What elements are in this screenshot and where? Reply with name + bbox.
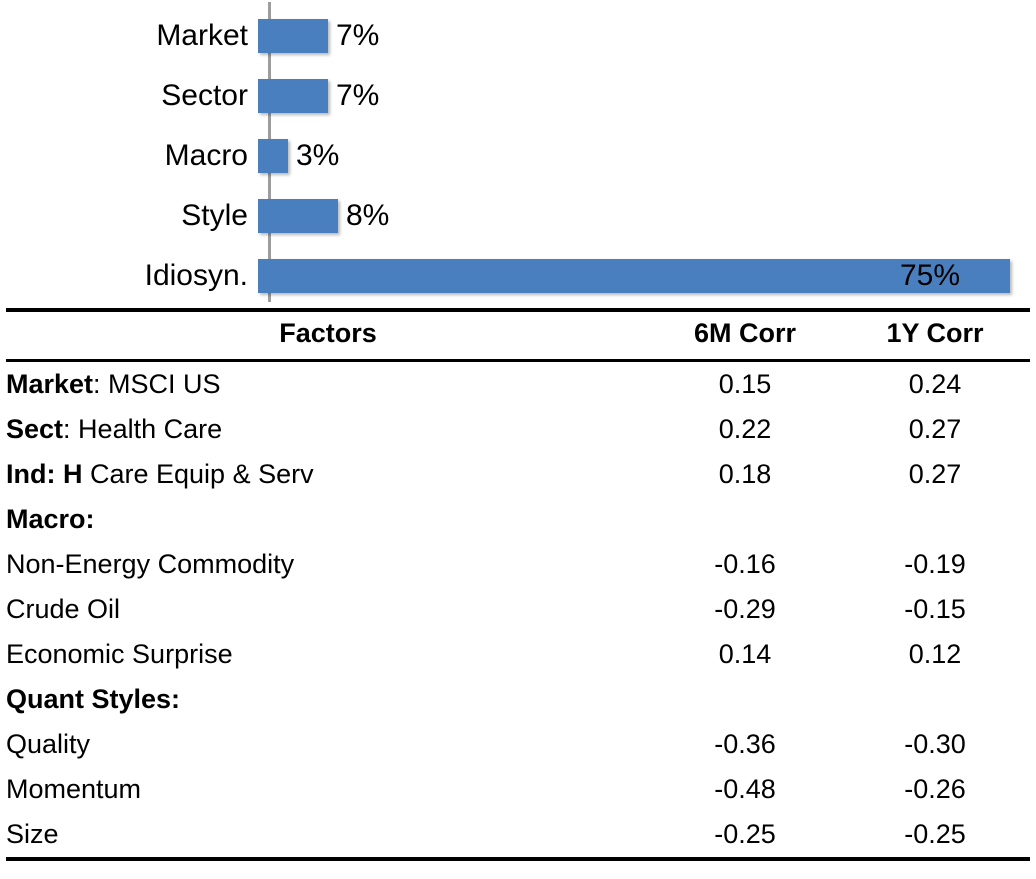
chart-bar-area	[258, 186, 1036, 246]
cell-6m-corr: 0.22	[718, 414, 772, 444]
cell-1y-corr	[840, 497, 1030, 542]
row-label-rest: Non-Energy Commodity	[6, 549, 295, 579]
cell-1y-corr: 0.27	[908, 414, 962, 444]
table-row	[6, 407, 1030, 452]
table-row	[6, 767, 1030, 812]
table-row	[6, 361, 1030, 408]
row-label-rest: : Health Care	[63, 414, 223, 444]
cell-6m-corr: -0.29	[714, 594, 776, 624]
chart-bar-value: 8%	[346, 199, 390, 232]
table-bottom-rule-cell	[650, 859, 840, 879]
chart-bar	[258, 79, 328, 113]
chart-bar-area	[258, 6, 1036, 66]
table-row	[6, 722, 1030, 767]
cell-6m-corr: -0.36	[714, 729, 776, 759]
chart-bar-area	[258, 246, 1036, 306]
chart-bar-area	[258, 66, 1036, 126]
chart-bar-row	[0, 186, 1036, 246]
table-bottom-rule	[6, 859, 1030, 879]
cell-6m-corr: -0.48	[714, 774, 776, 804]
column-header-factors: Factors	[279, 318, 377, 348]
table-bottom-rule-cell	[6, 859, 650, 879]
cell-6m-corr: 0.18	[718, 459, 772, 489]
table-row	[6, 587, 1030, 632]
cell-1y-corr: -0.26	[904, 774, 966, 804]
row-label-rest: Crude Oil	[6, 594, 121, 624]
cell-1y-corr: -0.25	[904, 819, 966, 849]
chart-bar-row	[0, 126, 1036, 186]
row-label	[6, 361, 650, 408]
chart-bar	[258, 199, 338, 233]
cell-1y-corr: 0.12	[908, 639, 962, 669]
chart-bar-value: 7%	[336, 79, 380, 112]
cell-1y-corr: 0.24	[908, 369, 962, 399]
column-header-1y-corr: 1Y Corr	[886, 318, 984, 348]
row-label	[6, 632, 650, 677]
table-bottom-rule-cell	[840, 859, 1030, 879]
cell-6m-corr: 0.15	[718, 369, 772, 399]
row-label	[6, 587, 650, 632]
row-label-bold: Sect	[6, 414, 64, 444]
cell-1y-corr: -0.15	[904, 594, 966, 624]
row-label	[6, 722, 650, 767]
row-label-rest: : MSCI US	[93, 369, 221, 399]
factors-table	[6, 308, 1030, 879]
risk-decomposition-bar-chart	[0, 0, 1036, 308]
chart-category-label: Idiosyn.	[144, 259, 248, 292]
chart-bar-row	[0, 6, 1036, 66]
cell-6m-corr: 0.14	[718, 639, 772, 669]
row-label-rest: Care Equip & Serv	[82, 459, 314, 489]
chart-bar-area	[258, 126, 1036, 186]
row-label	[6, 407, 650, 452]
cell-1y-corr: -0.30	[904, 729, 966, 759]
chart-bar-row	[0, 246, 1036, 306]
row-label	[6, 767, 650, 812]
factors-table-wrap	[0, 308, 1036, 879]
table-group-row	[6, 497, 1030, 542]
chart-category-label: Macro	[164, 139, 248, 172]
cell-6m-corr: -0.16	[714, 549, 776, 579]
row-label-bold: Macro:	[6, 504, 95, 534]
chart-bar-rows	[0, 6, 1036, 306]
cell-1y-corr: 0.27	[908, 459, 962, 489]
row-label-bold: Market	[6, 369, 94, 399]
cell-6m-corr	[650, 677, 840, 722]
row-label	[6, 812, 650, 859]
row-label-rest: Momentum	[6, 774, 142, 804]
row-label-rest: Quality	[6, 729, 91, 759]
chart-bar	[258, 19, 328, 53]
chart-category-label: Style	[181, 199, 248, 232]
cell-1y-corr	[840, 677, 1030, 722]
cell-1y-corr: -0.19	[904, 549, 966, 579]
chart-bar	[258, 259, 1010, 293]
table-group-row	[6, 677, 1030, 722]
table-header-row	[6, 310, 1030, 361]
chart-bar	[258, 139, 288, 173]
row-label-rest: Size	[6, 819, 59, 849]
chart-bar-value: 7%	[336, 19, 380, 52]
table-row	[6, 452, 1030, 497]
chart-bar-value: 75%	[900, 259, 961, 292]
table-row	[6, 632, 1030, 677]
chart-bar-row	[0, 66, 1036, 126]
row-label-rest: Economic Surprise	[6, 639, 233, 669]
row-label	[6, 677, 650, 722]
cell-6m-corr: -0.25	[714, 819, 776, 849]
row-label	[6, 452, 650, 497]
row-label-bold: Ind: H	[6, 459, 83, 489]
chart-category-label: Sector	[161, 79, 248, 112]
row-label	[6, 497, 650, 542]
row-label-bold: Quant Styles:	[6, 684, 181, 714]
table-row	[6, 812, 1030, 859]
cell-6m-corr	[650, 497, 840, 542]
table-row	[6, 542, 1030, 587]
chart-category-label: Market	[156, 19, 248, 52]
row-label	[6, 542, 650, 587]
chart-bar-value: 3%	[296, 139, 340, 172]
column-header-6m-corr: 6M Corr	[693, 318, 796, 348]
